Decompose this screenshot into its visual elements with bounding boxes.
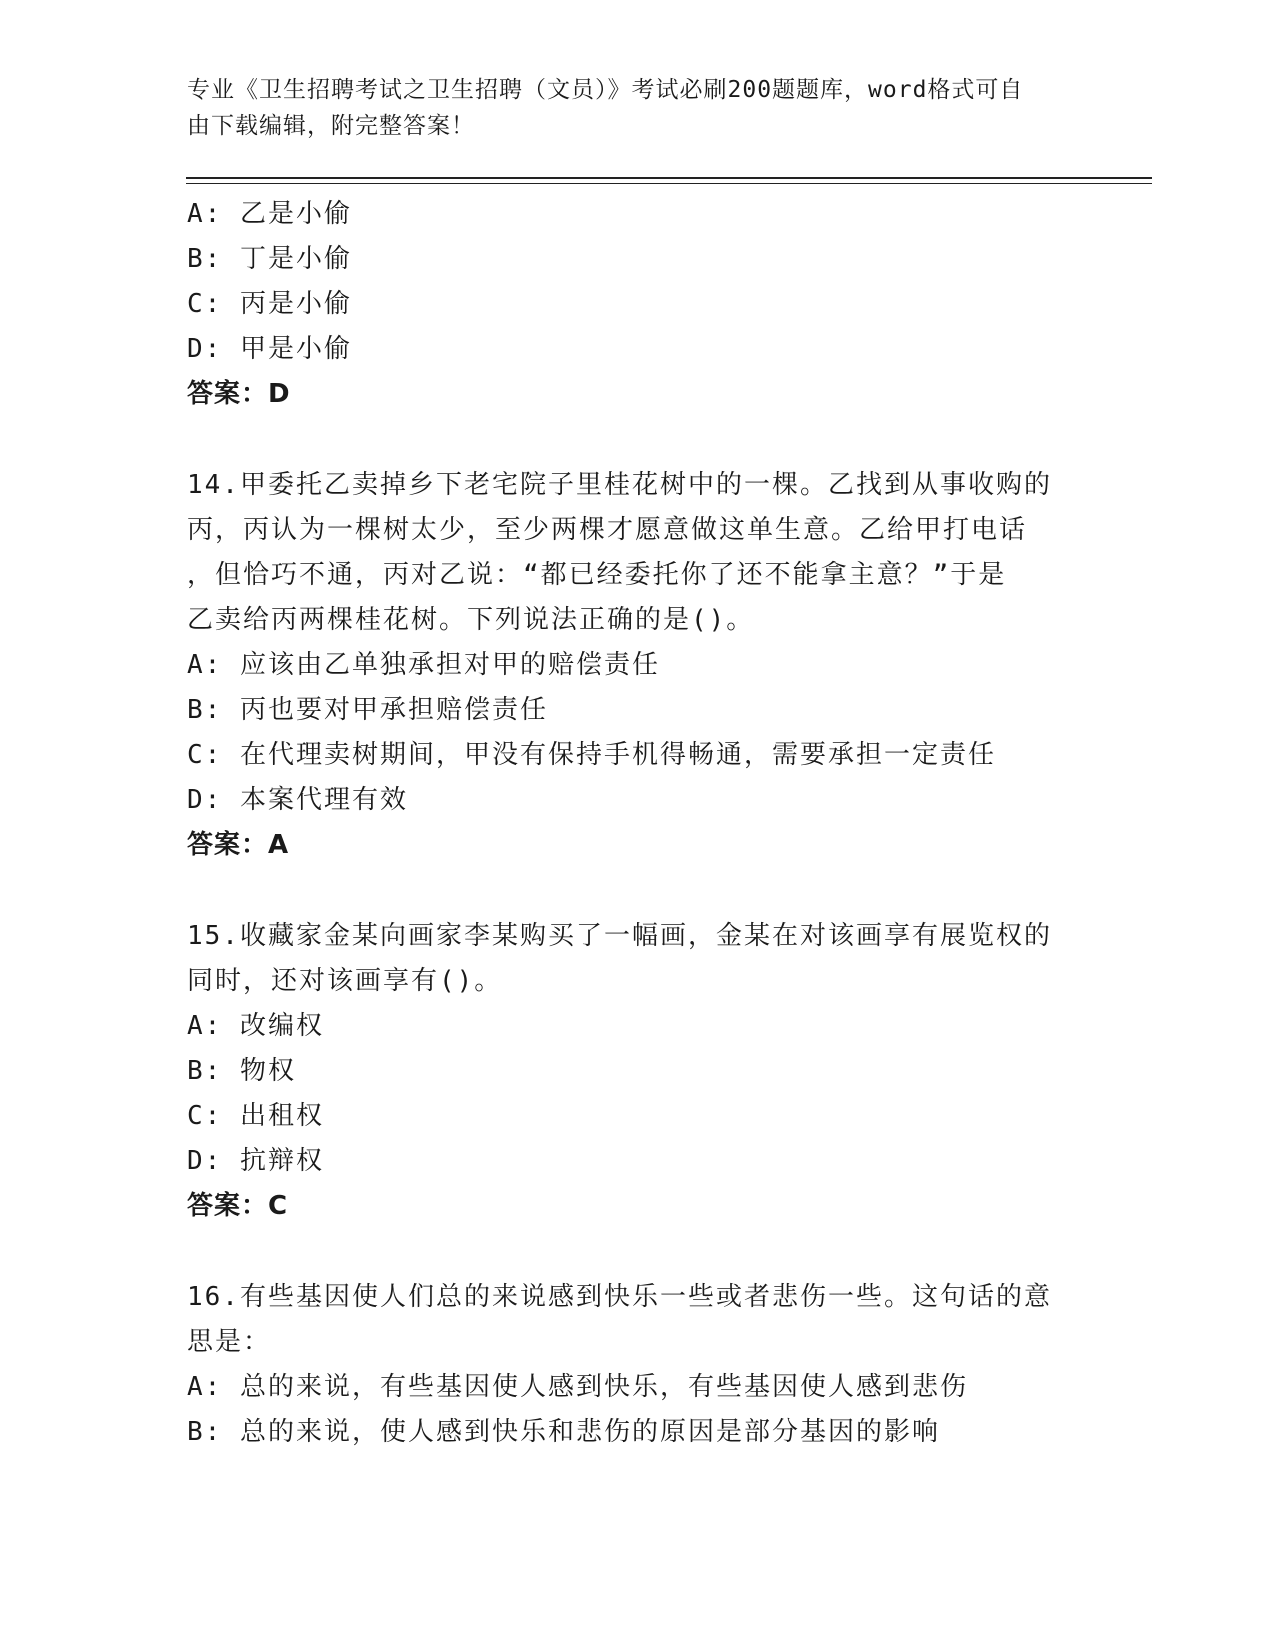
option-b: B: 丙也要对甲承担赔偿责任 <box>187 695 548 725</box>
option-b: B: 丁是小偷 <box>187 244 352 274</box>
header-rule-thin <box>186 183 1152 184</box>
question-text-line: 16.有些基因使人们总的来说感到快乐一些或者悲伤一些。这句话的意 <box>187 1282 1052 1312</box>
option-d: D: 甲是小偷 <box>187 334 352 364</box>
option-c: C: 丙是小偷 <box>187 289 352 319</box>
question-15-block <box>187 914 1087 1229</box>
spacer <box>187 417 1087 463</box>
option-b: B: 总的来说，使人感到快乐和悲伤的原因是部分基因的影响 <box>187 1417 940 1447</box>
question-text-line: 丙，丙认为一棵树太少，至少两棵才愿意做这单生意。乙给甲打电话 <box>187 515 1028 545</box>
option-b: B: 物权 <box>187 1056 296 1086</box>
document-header <box>187 72 1067 144</box>
option-a: A: 总的来说，有些基因使人感到快乐，有些基因使人感到悲伤 <box>187 1372 968 1402</box>
question-text-line: 15.收藏家金某向画家李某购买了一幅画，金某在对该画享有展览权的 <box>187 921 1052 951</box>
question-16-block <box>187 1275 1087 1455</box>
option-c: C: 在代理卖树期间，甲没有保持手机得畅通，需要承担一定责任 <box>187 740 996 770</box>
header-line-1: 专业《卫生招聘考试之卫生招聘（文员）》考试必刷200题题库，word格式可自 <box>187 77 1024 103</box>
question-13-block <box>187 192 1087 417</box>
option-d: D: 本案代理有效 <box>187 785 408 815</box>
option-c: C: 出租权 <box>187 1101 324 1131</box>
answer-line: 答案：A <box>187 830 290 860</box>
spacer <box>187 868 1087 914</box>
header-line-2: 由下载编辑，附完整答案！ <box>187 113 475 139</box>
answer-line: 答案：C <box>187 1191 289 1221</box>
question-text-line: 14.甲委托乙卖掉乡下老宅院子里桂花树中的一棵。乙找到从事收购的 <box>187 470 1052 500</box>
option-a: A: 乙是小偷 <box>187 199 352 229</box>
answer-line: 答案：D <box>187 379 291 409</box>
option-a: A: 改编权 <box>187 1011 324 1041</box>
question-text-line: ，但恰巧不通，丙对乙说：“都已经委托你了还不能拿主意？”于是 <box>187 560 1007 590</box>
question-text-line: 思是： <box>187 1327 272 1357</box>
question-text-line: 乙卖给丙两棵桂花树。下列说法正确的是()。 <box>187 605 755 635</box>
header-rule-thick <box>186 177 1152 179</box>
question-text-line: 同时，还对该画享有()。 <box>187 966 503 996</box>
question-14-block <box>187 463 1087 868</box>
option-a: A: 应该由乙单独承担对甲的赔偿责任 <box>187 650 660 680</box>
option-d: D: 抗辩权 <box>187 1146 324 1176</box>
spacer <box>187 1229 1087 1275</box>
question-content <box>187 192 1087 1455</box>
